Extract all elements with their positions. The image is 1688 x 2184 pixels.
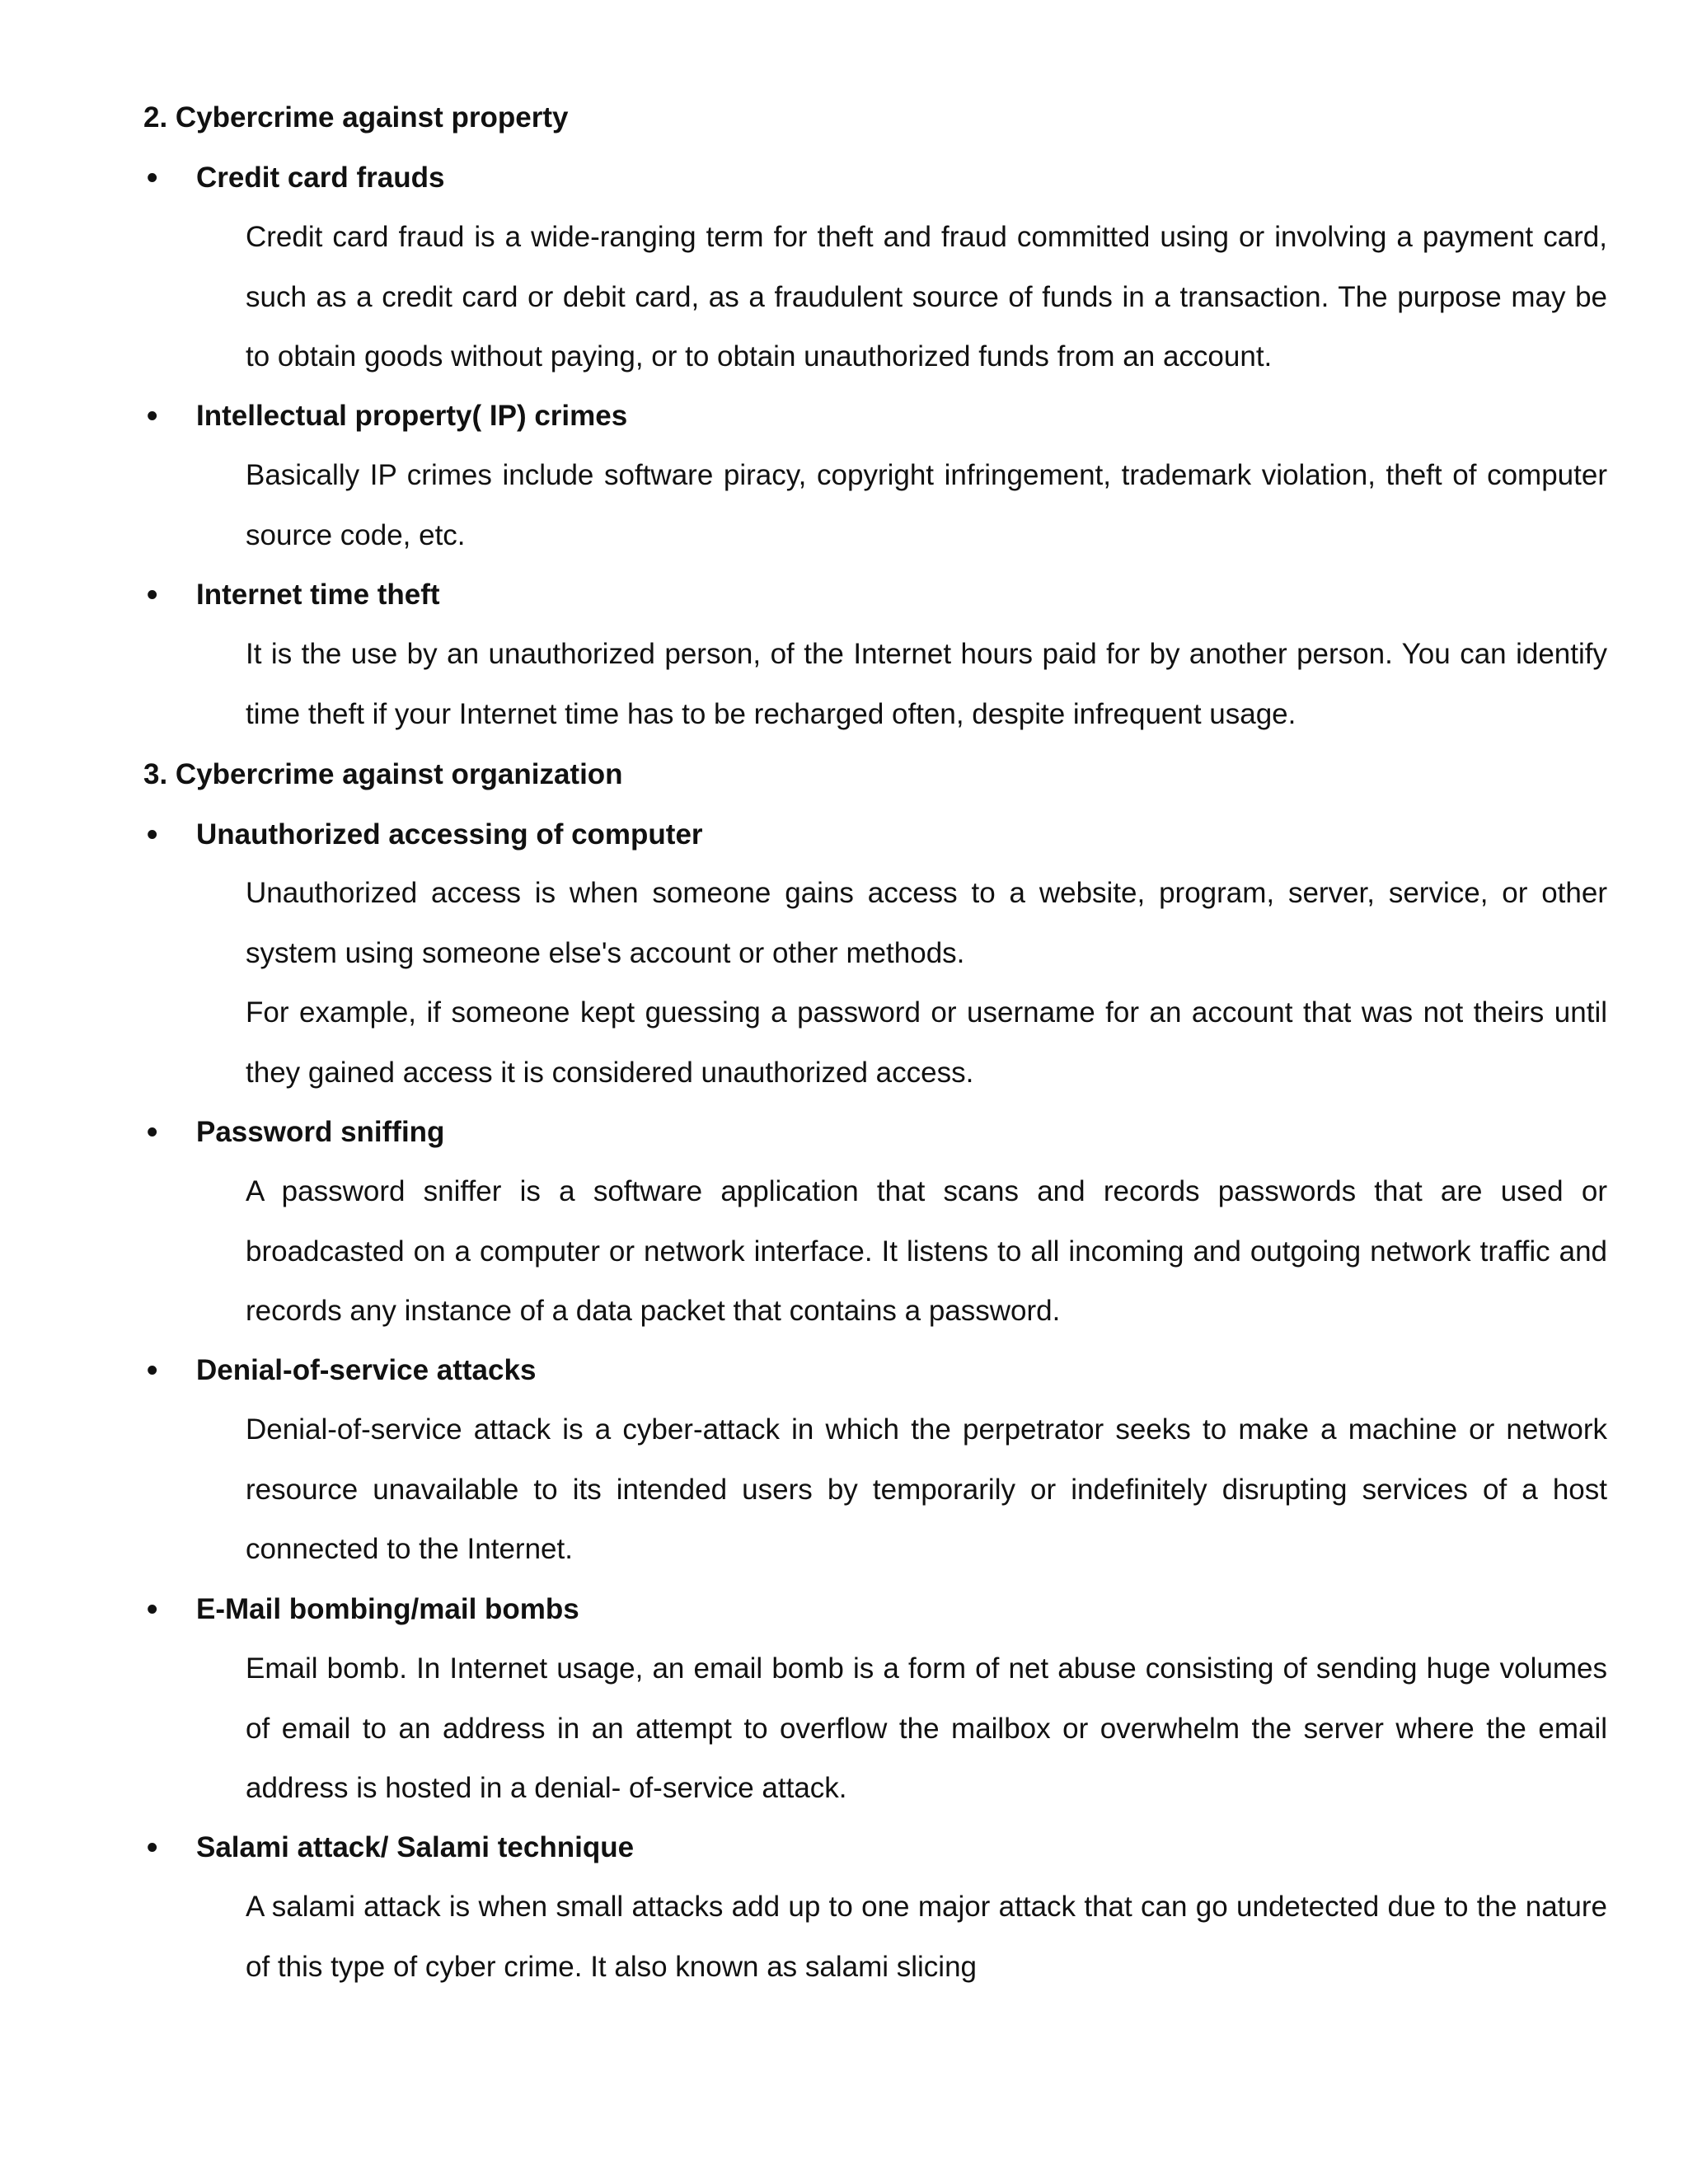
item-title: Denial-of-service attacks (196, 1354, 537, 1386)
item-title: Intellectual property( IP) crimes (196, 400, 628, 432)
list-item-ip-crimes (147, 397, 627, 435)
item-title: E-Mail bombing/mail bombs (196, 1593, 579, 1625)
list-item-credit-card-frauds (147, 159, 444, 197)
paragraph-unauthorized-access-1: Unauthorized access is when someone gains access to a website, program, server, service, or other system using someone else's account or other methods. (246, 877, 1607, 969)
paragraph-ip-crimes: Basically IP crimes include software piracy, copyright infringement, trademark violation, theft of computer source code, etc. (246, 459, 1607, 551)
list-item-email-bombing (147, 1591, 579, 1629)
list-item-internet-time-theft (147, 576, 440, 614)
bullet-icon: • (147, 578, 158, 612)
paragraph-email-bombing: Email bomb. In Internet usage, an email bomb is a form of net abuse consisting of sending huge volumes of email to an address in an attempt to overflow the mailbox or overwhelm the server where the email address is hosted in a denial- of-service attack. (246, 1652, 1607, 1805)
list-item-password-sniffing (147, 1113, 444, 1151)
bullet-icon: • (147, 1353, 158, 1388)
paragraph-credit-card-frauds: Credit card fraud is a wide-ranging term for theft and fraud committed using or involving a payment card, such as a credit card or debit card, as a fraudulent source of funds in a transaction. The purpose may be to obtain goods without paying, or to obtain unauthorized funds from an account. (246, 221, 1607, 373)
paragraph-unauthorized-access-2: For example, if someone kept guessing a password or username for an account that was not theirs until they gained access it is considered unauthorized access. (246, 996, 1607, 1089)
section-heading-organization: 3. Cybercrime against organization (143, 758, 623, 790)
paragraph-password-sniffing: A password sniffer is a software application that scans and records passwords that are used or broadcasted on a computer or network interface. It listens to all incoming and outgoing network traffic and records any instance of a data packet that contains a password. (246, 1175, 1607, 1328)
section-heading-property: 2. Cybercrime against property (143, 101, 569, 134)
list-item-salami-attack (147, 1829, 634, 1867)
bullet-icon: • (147, 818, 158, 852)
paragraph-denial-of-service: Denial-of-service attack is a cyber-attack in which the perpetrator seeks to make a machine or network resource unavailable to its intended users by temporarily or indefinitely disrupting services of a host connected to the Internet. (246, 1413, 1607, 1566)
paragraph-salami-attack: A salami attack is when small attacks add up to one major attack that can go undetected due to the nature of this type of cyber crime. It also known as salami slicing (246, 1891, 1607, 1983)
list-item-denial-of-service (147, 1352, 536, 1390)
bullet-icon: • (147, 399, 158, 434)
list-item-unauthorized-access (147, 816, 703, 854)
item-title: Salami attack/ Salami technique (196, 1831, 635, 1863)
bullet-icon: • (147, 1830, 158, 1865)
item-title: Credit card frauds (196, 162, 445, 194)
paragraph-internet-time-theft: It is the use by an unauthorized person, of the Internet hours paid for by another person. You can identify time theft if your Internet time has to be recharged often, despite infrequent usage. (246, 638, 1607, 730)
item-title: Unauthorized accessing of computer (196, 818, 703, 851)
item-title: Internet time theft (196, 579, 440, 611)
bullet-icon: • (147, 1592, 158, 1627)
bullet-icon: • (147, 161, 158, 195)
bullet-icon: • (147, 1115, 158, 1150)
item-title: Password sniffing (196, 1116, 445, 1148)
